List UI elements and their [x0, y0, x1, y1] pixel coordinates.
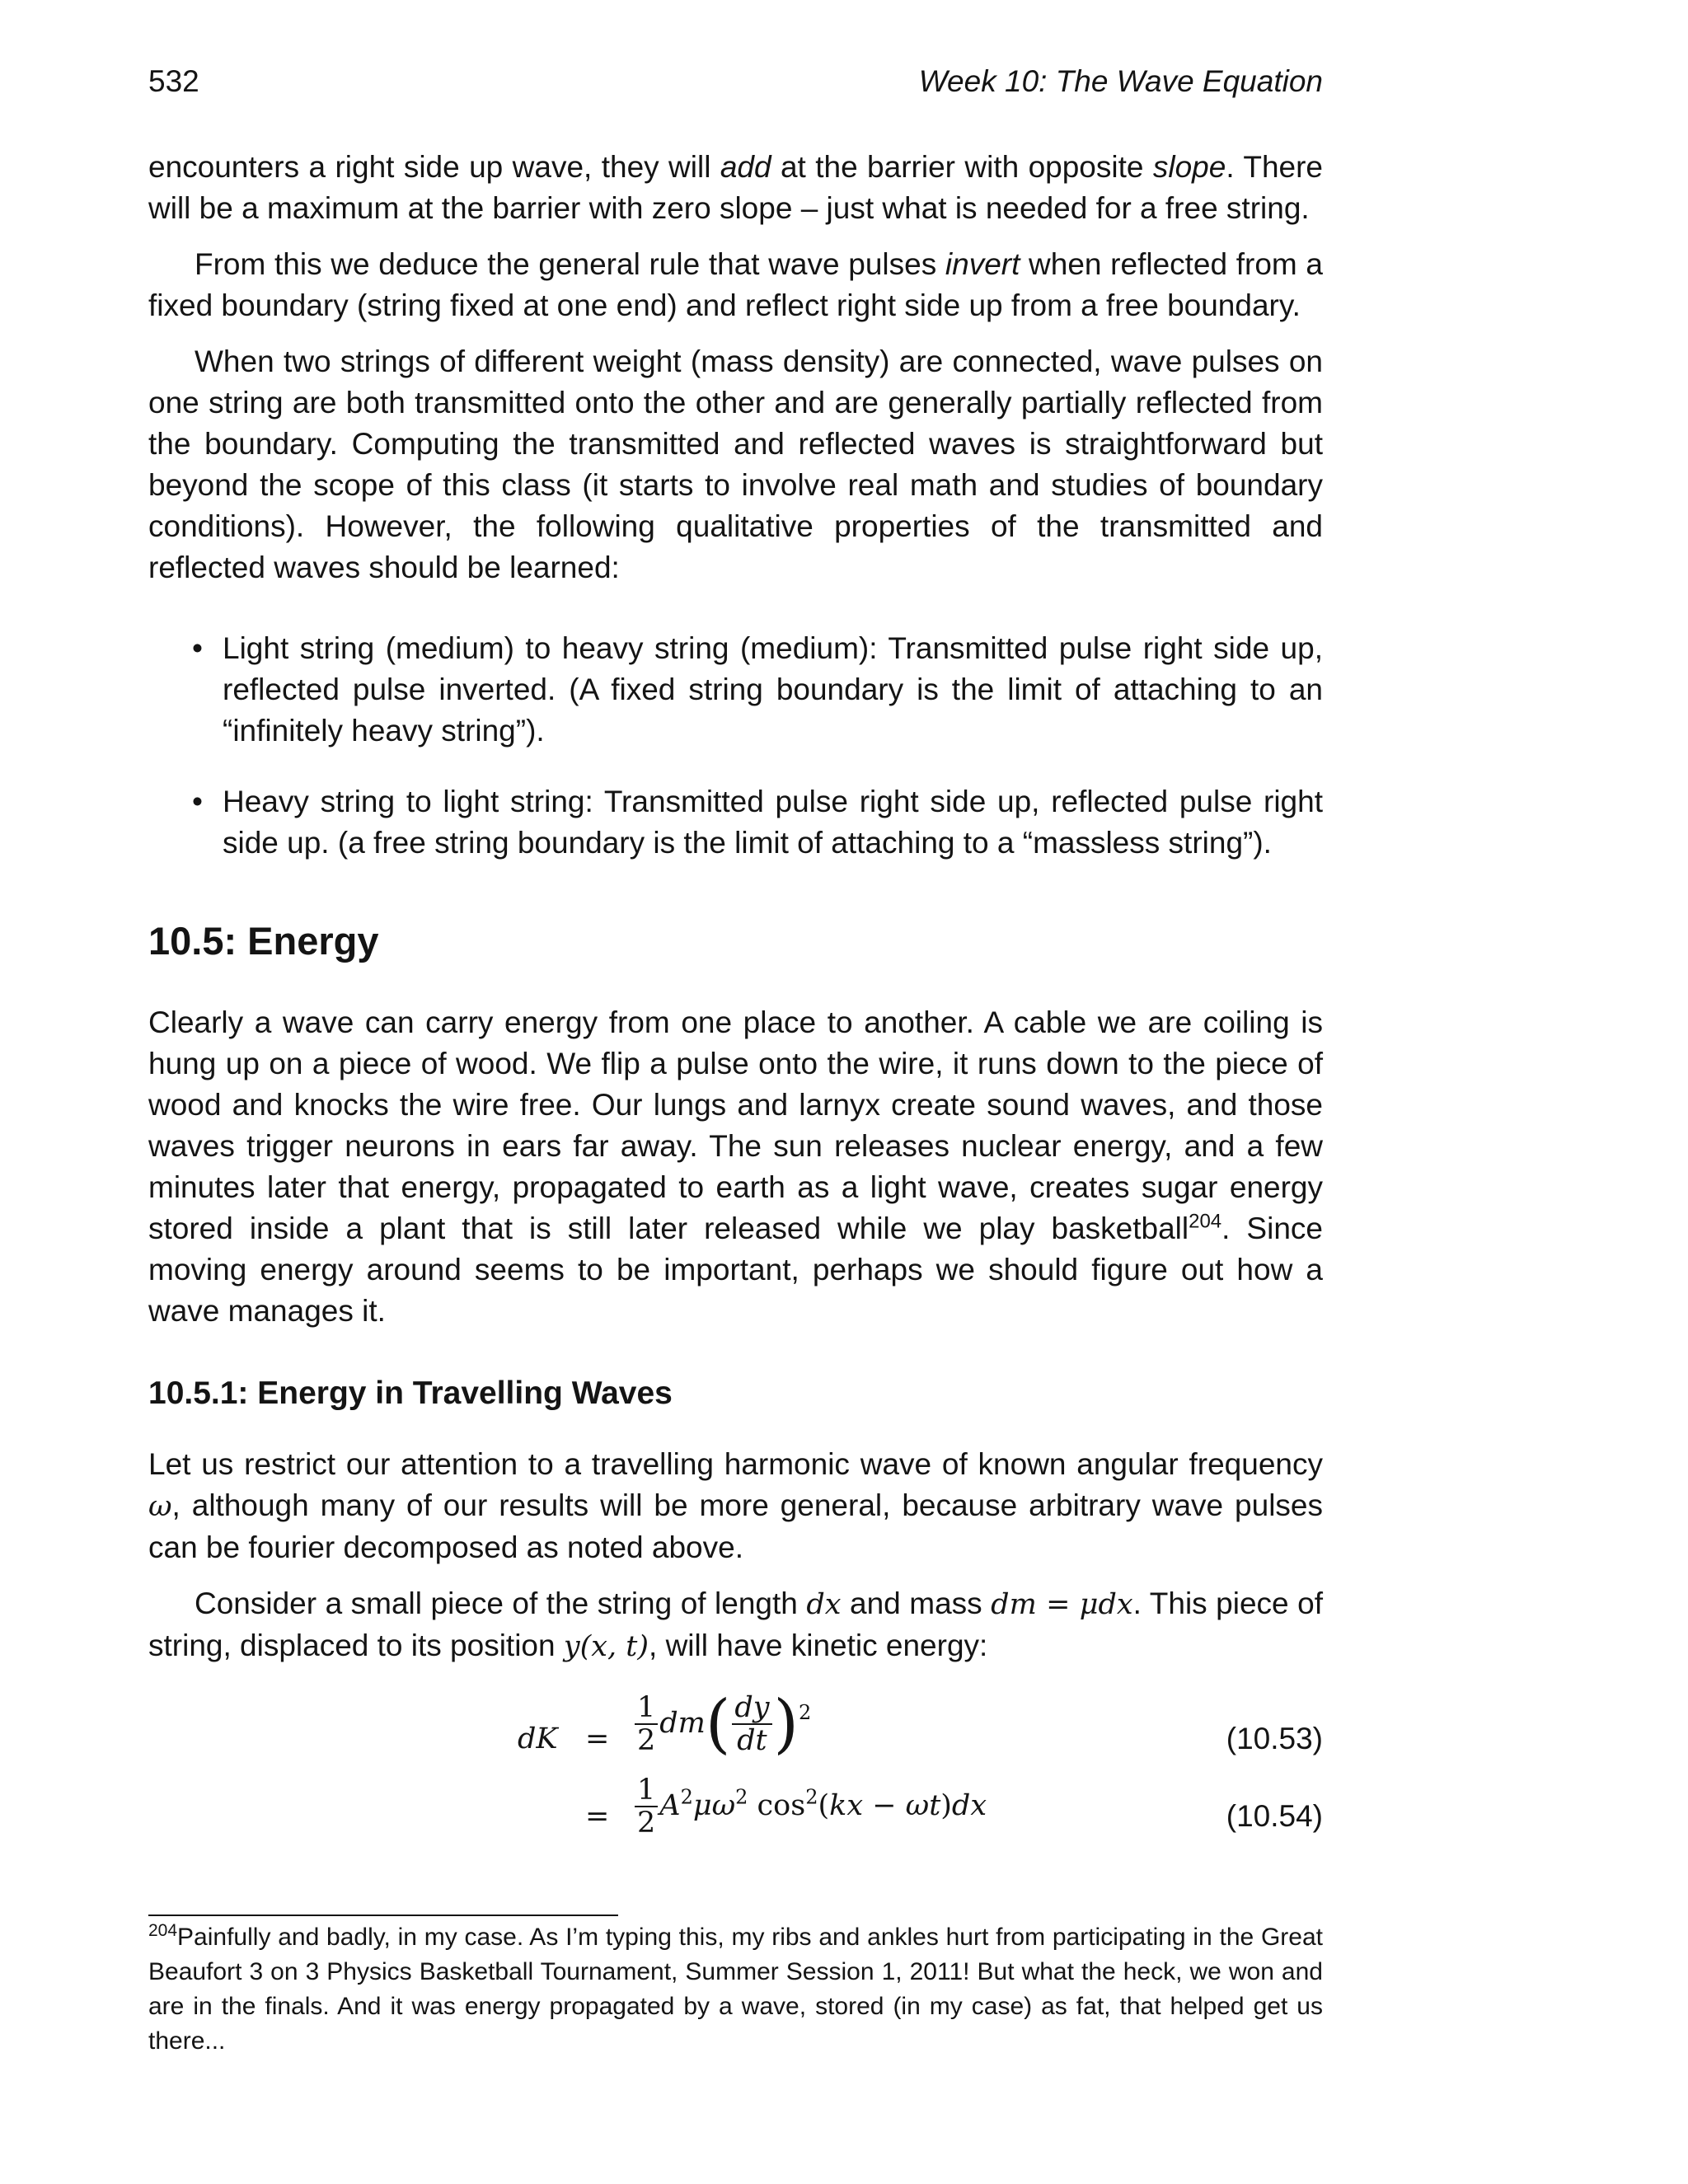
fraction: $\frac{1}{2}$	[635, 1774, 658, 1839]
running-title: Week 10: The Wave Equation	[918, 64, 1323, 98]
page	[148, 0, 1323, 2184]
equation-10-53	[148, 1687, 1323, 1774]
math-symbol: ω	[148, 1490, 172, 1523]
subsection-heading: 10.5.1: Energy in Travelling Waves	[148, 1376, 673, 1411]
text-run: when reflected from a fixed boundary (string fixed at one end) and reflect right side up from a free boundary.	[148, 247, 1323, 322]
text-run: , will have kinetic energy:	[649, 1629, 988, 1662]
equation-relation: =	[585, 1800, 610, 1833]
bullet-list	[148, 628, 1323, 864]
equation-rhs: $\frac{1}{2}$ dm( $\frac{dy}{dt}$ )$^2$	[633, 1692, 811, 1756]
footnote-text: Painfully and badly, in my case. As I’m typing this, my ribs and ankles hurt from participating in the Great Beaufort 3 on 3 Physics Basketball Tournament, Summer Session 1, 2011! But what the heck, we won and are in the finals. And it was energy propagated by a wave, stored (in my case) as fat, that helped get us there...	[148, 1924, 1323, 2055]
page-number: 532	[148, 64, 199, 98]
text-run: Consider a small piece of the string of length	[195, 1586, 807, 1620]
section-heading: 10.5: Energy	[148, 919, 379, 963]
fraction: $\frac{1}{2}$	[635, 1692, 658, 1756]
equation-rhs: $\frac{1}{2}$ $A^2\mu\omega^2$ $\cos^2(kx - \omega t)dx$	[633, 1774, 987, 1839]
list-item-text: Heavy string to light string: Transmitted pulse right side up, reflected pulse right side up. (a free string boundary is the limit of attaching to a “massless string”).	[223, 785, 1323, 860]
paragraph: When two strings of different weight (mass density) are connected, wave pulses on one string are both transmitted onto the other and are generally partially reflected from the boundary. Computing the transmitted and reflected waves is straightforward but beyond the scope of this class (it starts to involve real math and studies of boundary conditions). However, the following qualitative properties of the transmitted and reflected waves should be learned:	[148, 344, 1323, 584]
paragraph	[148, 1444, 1323, 1568]
bullet-icon: •	[192, 785, 203, 818]
paragraph	[148, 1583, 1323, 1667]
text-run: at the barrier with opposite	[771, 150, 1153, 184]
text-run: encounters a right side up wave, they will	[148, 150, 720, 184]
paragraph	[148, 1002, 1323, 1332]
emphasis: slope	[1152, 150, 1226, 184]
list-item	[148, 628, 1323, 752]
footnote	[148, 1920, 1323, 2059]
emphasis: add	[720, 150, 771, 184]
paragraph	[148, 244, 1323, 326]
footnote-mark: 204	[148, 1921, 178, 1940]
list-item	[148, 781, 1323, 864]
equation-number: (10.54)	[1226, 1799, 1323, 1833]
paragraph	[148, 147, 1323, 229]
list-item-text: Light string (medium) to heavy string (medium): Transmitted pulse right side up, reflected pulse inverted. (A fixed string boundary is the limit of attaching to an “infinitely heavy string”).	[223, 631, 1323, 748]
text-run: Let us restrict our attention to a travelling harmonic wave of known angular frequency	[148, 1447, 1323, 1481]
text-run: . There will be a maximum at the barrier with zero slope – just what is needed for a free string.	[148, 150, 1323, 225]
text-run: . Since moving energy around seems to be important, perhaps we should figure out how a wave manages it.	[148, 1212, 1323, 1328]
footnote-reference[interactable]: 204	[1189, 1210, 1222, 1233]
equation-number: (10.53)	[1226, 1722, 1323, 1755]
emphasis: invert	[945, 247, 1020, 281]
equation-lhs: dK	[518, 1722, 558, 1755]
text-run: , although many of our results will be more general, because arbitrary wave pulses can be fourier decomposed as noted above.	[148, 1488, 1323, 1564]
math-inline: dx	[806, 1588, 842, 1621]
bullet-icon: •	[192, 631, 203, 665]
math-inline: dm = μdx	[991, 1588, 1133, 1621]
text-run: . This piece of string, displaced to its position	[148, 1586, 1323, 1662]
text-run: and mass	[841, 1586, 992, 1620]
equation-array	[148, 1682, 1323, 1847]
equation-relation: =	[585, 1722, 610, 1755]
footnote-rule	[148, 1915, 618, 1916]
running-header	[148, 64, 1323, 104]
fraction: $\frac{dy}{dt}$	[732, 1692, 771, 1756]
math-inline: y(x, t)	[563, 1630, 649, 1663]
text-run: From this we deduce the general rule that wave pulses	[195, 247, 945, 281]
page-body	[148, 147, 1323, 1847]
text-run: Clearly a wave can carry energy from one place to another. A cable we are coiling is hung up on a piece of wood. We flip a pulse onto the wire, it runs down to the piece of wood and knocks the wire free. Our lungs and larnyx create sound waves, and those waves trigger neurons in ears far away. The sun releases nuclear energy, and a few minutes later that energy, propagated to earth as a light wave, creates sugar energy stored inside a plant that is still later released while we play basketball	[148, 1005, 1323, 1245]
equation-10-54	[148, 1774, 1323, 1849]
